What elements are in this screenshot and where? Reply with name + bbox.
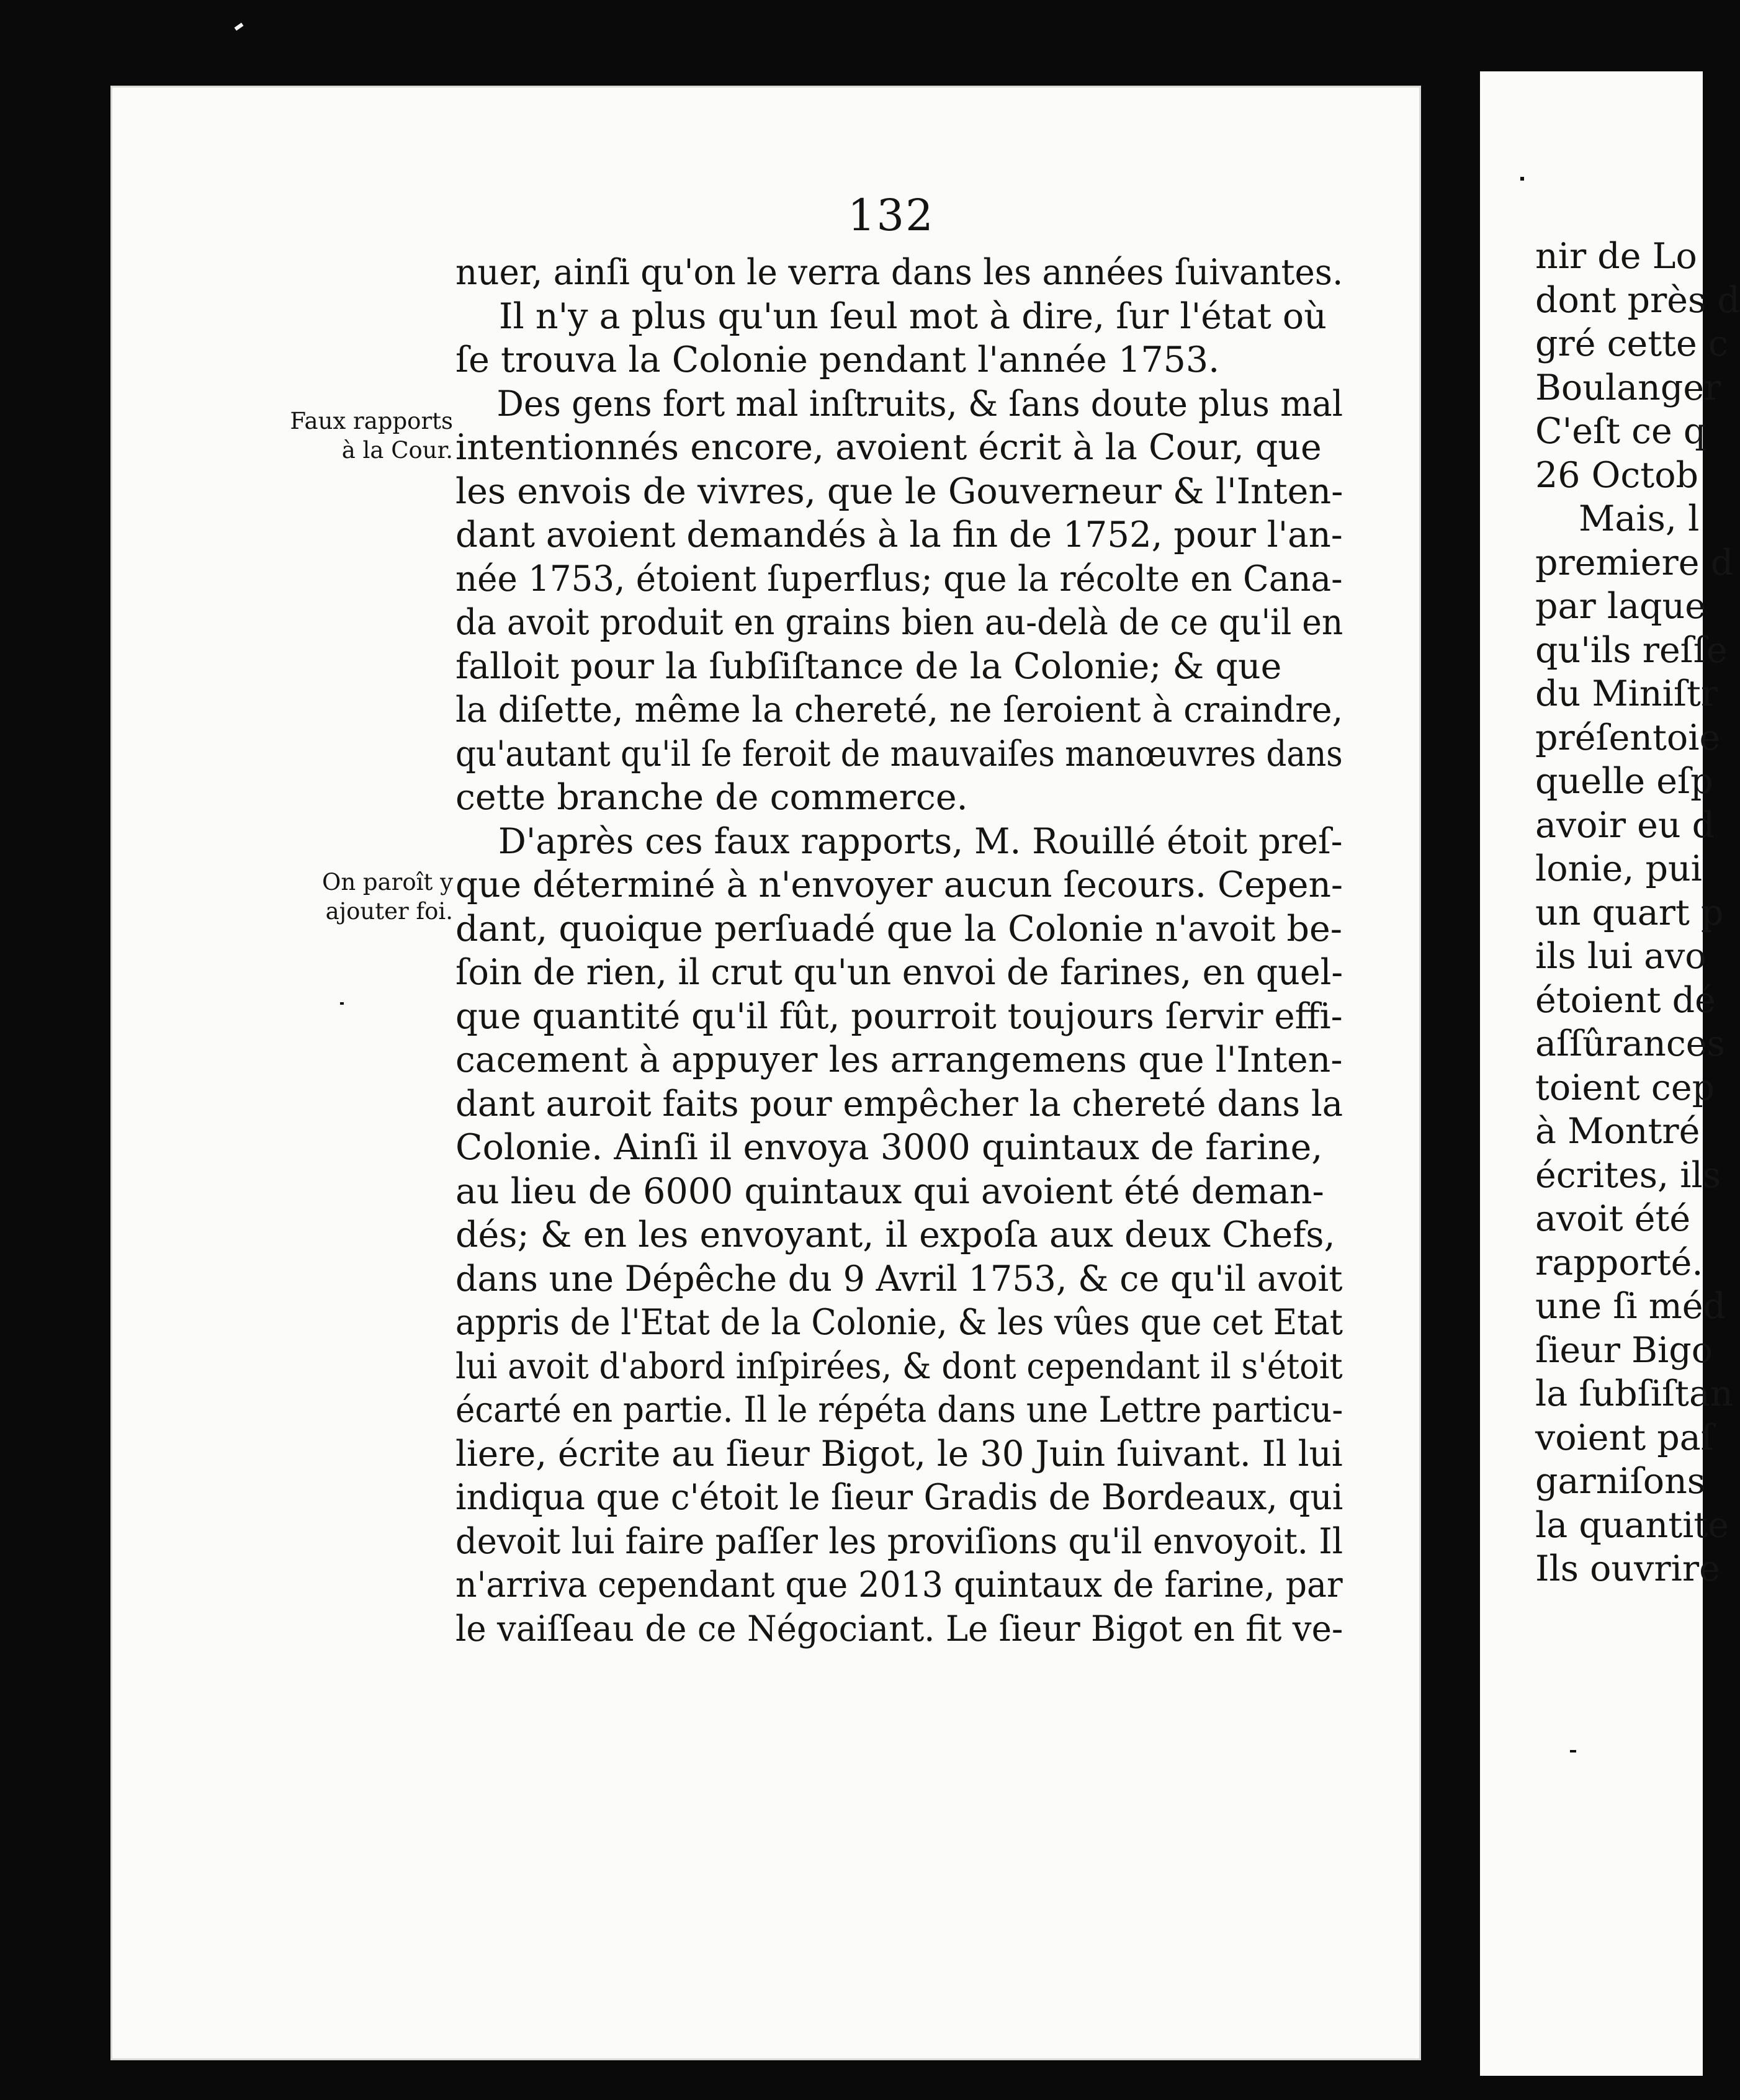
fragment-line: lonie, pui: [1535, 848, 1702, 889]
text-line: Des gens fort mal inſtruits, & ſans doute plus mal: [496, 383, 1343, 424]
text-line: le vaiſſeau de ce Négociant. Le ſieur Bigot en fit ve-: [455, 1608, 1343, 1649]
fragment-line: du Miniſtr: [1535, 673, 1718, 714]
text-line: cette branche de commerce.: [455, 777, 968, 818]
text-line: lui avoit d'abord inſpirées, & dont cependant il s'étoit: [455, 1345, 1343, 1387]
fragment-line: étoient dé: [1535, 979, 1716, 1021]
fragment-line: à Montré: [1535, 1111, 1700, 1152]
fragment-line: la quantite: [1535, 1504, 1729, 1546]
fragment-line: avoir eu d: [1535, 804, 1715, 846]
margin-note-line: Faux rapports: [290, 408, 453, 434]
right-page-text-fragment: [1535, 235, 1740, 1591]
text-line: dant avoient demandés à la fin de 1752, pour l'an-: [455, 514, 1343, 555]
fragment-line: Ils ouvrire: [1535, 1548, 1720, 1589]
fragment-line: gré cette c: [1535, 323, 1728, 364]
text-line: liere, écrite au ſieur Bigot, le 30 Juin ſuivant. Il lui: [455, 1433, 1343, 1474]
margin-note-line: à la Cour.: [341, 437, 453, 464]
text-line: da avoit produit en grains bien au-delà de ce qu'il en: [455, 602, 1343, 643]
fragment-line: nir de Lo: [1535, 236, 1697, 277]
fragment-line: Mais, l: [1579, 498, 1700, 539]
text-line: D'après ces faux rapports, M. Rouillé étoit preſ-: [498, 820, 1343, 862]
text-line: ſe trouva la Colonie pendant l'année 1753.: [455, 339, 1220, 380]
text-line: nuer, ainſi qu'on le verra dans les années ſuivantes.: [455, 252, 1343, 293]
scan-speck: [1520, 177, 1524, 181]
text-line: appris de l'Etat de la Colonie, & les vûes que cet Etat: [455, 1302, 1343, 1343]
text-line: née 1753, étoient ſuperflus; que la récolte en Cana-: [455, 558, 1343, 599]
fragment-line: 26 Octob: [1535, 454, 1699, 496]
text-line: la diſette, même la chereté, ne ſeroient à craindre,: [455, 689, 1343, 730]
fragment-line: une ſi méd: [1535, 1286, 1726, 1327]
text-line: falloit pour la ſubſiſtance de la Colonie; & que: [455, 645, 1282, 687]
scan-speck: [1570, 1750, 1576, 1752]
fragment-line: quelle eſp: [1535, 761, 1713, 802]
text-line: Il n'y a plus qu'un ſeul mot à dire, ſur l'état où: [499, 295, 1327, 337]
fragment-line: garniſons: [1535, 1461, 1706, 1502]
margin-note-line: ajouter foi.: [325, 898, 453, 925]
scan-speck: [340, 1002, 344, 1005]
fragment-line: écrites, ils: [1535, 1154, 1721, 1196]
fragment-line: toient cep: [1535, 1067, 1715, 1108]
text-line: cacement à appuyer les arrangemens que l'Inten-: [455, 1039, 1343, 1080]
fragment-line: aſſûrances: [1535, 1023, 1725, 1064]
scan-speck: [235, 23, 244, 31]
text-line: devoit lui faire paſſer les proviſions qu'il envoyoit. Il: [455, 1520, 1343, 1562]
text-line: qu'autant qu'il ſe feroit de mauvaiſes manœuvres dans: [455, 733, 1343, 774]
fragment-line: préſentoie: [1535, 717, 1721, 758]
fragment-line: premiere d: [1535, 542, 1734, 583]
margin-note-faux-rapports: [254, 406, 453, 465]
main-text-block: [455, 251, 1343, 1651]
text-line: dans une Dépêche du 9 Avril 1753, & ce qu'il avoit: [455, 1258, 1343, 1299]
fragment-line: avoit été: [1535, 1198, 1691, 1239]
text-line: au lieu de 6000 quintaux qui avoient été deman-: [455, 1170, 1324, 1212]
fragment-line: dont près d: [1535, 279, 1740, 321]
fragment-line: ils lui avo: [1535, 936, 1706, 977]
fragment-line: C'eſt ce q: [1535, 411, 1706, 452]
fragment-line: qu'ils reſſe: [1535, 629, 1728, 671]
fragment-line: ſieur Bigo: [1535, 1329, 1713, 1371]
text-line: dant auroit faits pour empêcher la chereté dans la: [455, 1083, 1343, 1124]
text-line: les envois de vivres, que le Gouverneur & l'Inten-: [455, 470, 1343, 512]
text-line: Colonie. Ainſi il envoya 3000 quintaux de farine,: [455, 1127, 1323, 1168]
text-line: indiqua que c'étoit le ſieur Gradis de Bordeaux, qui: [455, 1477, 1343, 1518]
page-number: 132: [848, 190, 935, 241]
fragment-line: Boulanger: [1535, 367, 1721, 408]
text-line: dant, quoique perſuadé que la Colonie n'avoit be-: [455, 908, 1342, 949]
fragment-line: voient paſ: [1535, 1417, 1714, 1458]
text-line: intentionnés encore, avoient écrit à la Cour, que: [455, 427, 1322, 468]
text-line: écarté en partie. Il le répéta dans une Lettre particu-: [455, 1389, 1343, 1430]
text-line: n'arriva cependant que 2013 quintaux de farine, par: [455, 1564, 1343, 1605]
margin-note-line: On paroît y: [322, 869, 453, 895]
text-line: que quantité qu'il fût, pourroit toujours ſervir effi-: [455, 995, 1343, 1037]
fragment-line: rapporté.: [1535, 1242, 1703, 1283]
margin-note-ajouter-foi: [254, 868, 453, 926]
text-line: dés; & en les envoyant, il expoſa aux deux Chefs,: [455, 1214, 1335, 1255]
fragment-line: un quart p: [1535, 892, 1724, 933]
fragment-line: la ſubſiſtan: [1535, 1373, 1733, 1414]
text-line: que déterminé à n'envoyer aucun ſecours. Cepen-: [455, 864, 1343, 905]
fragment-line: par laque: [1535, 586, 1706, 627]
text-line: ſoin de rien, il crut qu'un envoi de farines, en quel-: [455, 952, 1343, 993]
